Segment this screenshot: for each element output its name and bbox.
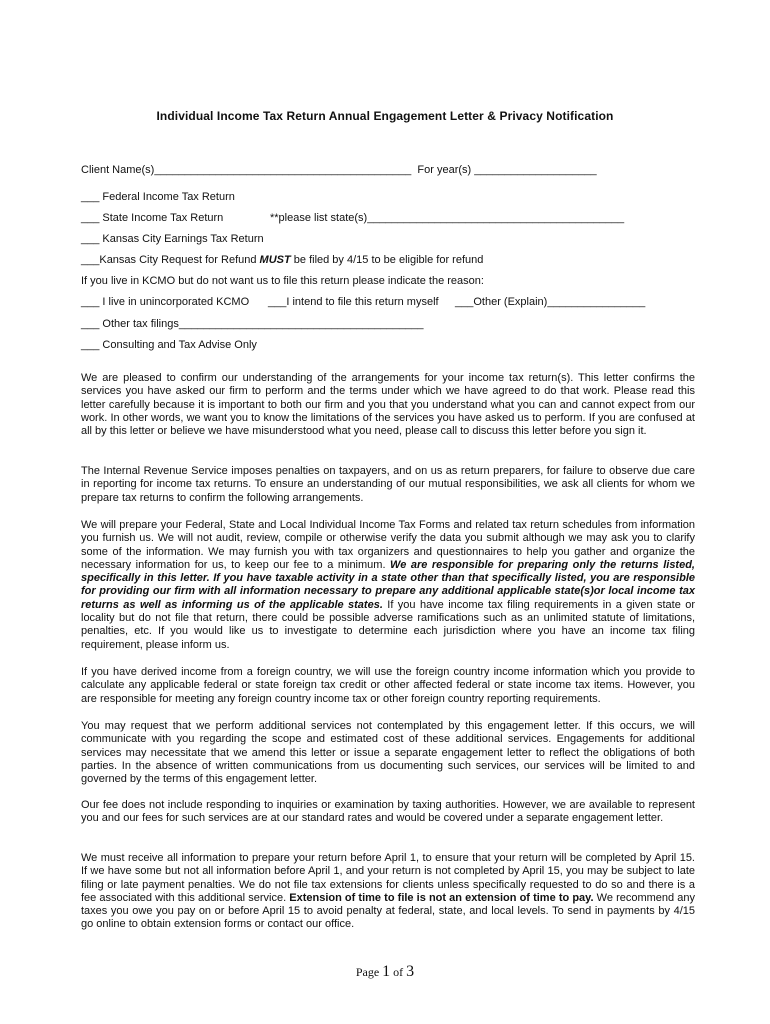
kc-refund-text-b: be filed by 4/15 to be eligible for refund <box>290 254 484 266</box>
paragraph-preparation <box>81 519 695 652</box>
page-word: Page <box>355 965 383 979</box>
preparation-bold-text: We are responsible for preparing only the returns listed, specifically in this letter. If you have taxable activity in a state other than that specifically listed, you are responsible for providing our firm with all information necessary to prepare any additional applicable state(s)or local income tax returns as well as informing us of the applicable states. <box>81 558 695 611</box>
reason-other: ___Other (Explain)________________ <box>455 296 646 308</box>
state-return-option: ___ State Income Tax Return <box>81 212 224 224</box>
extension-bold-text: Extension of time to file is not an extension of time to pay. <box>289 891 594 904</box>
kc-earnings-option: ___ Kansas City Earnings Tax Return <box>81 233 264 245</box>
paragraph-deadlines <box>81 852 695 932</box>
of-word: of <box>390 965 407 979</box>
paragraph-foreign-income: If you have derived income from a foreign country, we will use the foreign country income information which you provide to calculate any applicable federal or state foreign tax credit or other affected federal or state income tax items. However, you are responsible for meeting any foreign country income tax or other foreign country reporting requirements. <box>81 666 695 705</box>
reason-file-myself: ___I intend to file this return myself <box>268 296 439 308</box>
paragraph-irs-penalties: The Internal Revenue Service imposes penalties on taxpayers, and on us as return preparers, for failure to observe due care in reporting for income tax returns. To ensure an understanding of our mutual responsibilities, we ask all clients for whom we prepare tax returns to confirm the following arrangements. <box>81 465 695 504</box>
deadlines-text-a: We must receive all information to prepare your return before April 1, to ensure that your return will be completed by April 15. If we have some but not all information before April 1, and your return is not completed by April 15, you may be subject to late filing or late payment penalties. We do not file tax extensions for clients unless specifically requested to do so and there is a fee associated with this additional service. <box>81 852 695 904</box>
paragraph-fees: Our fee does not include responding to inquiries or examination by taxing authorities. However, we are available to represent you and our fees for such services are at our standard rates and would be covered under a separate engagement letter. <box>81 799 695 825</box>
kcmo-reason-prompt: If you live in KCMO but do not want us to file this return please indicate the reason: <box>81 275 484 287</box>
preparation-text-b: If you have income tax filing requirements in a given state or locality but do not file that return, there could be possible adverse ramifications such as an unlimited statute of limitations, penalties, etc. If you would like us to investigate to determine each jurisdiction where you have an income tax filing requirement, please inform us. <box>81 598 696 651</box>
consulting-option: ___ Consulting and Tax Advise Only <box>81 339 257 351</box>
state-list-line: **please list state(s)__________________________________________ <box>270 212 625 224</box>
client-name-line: Client Name(s)__________________________________________ For year(s) ____________________ <box>81 164 597 176</box>
deadlines-text-b: We recommend any taxes you owe you pay on or before April 15 to avoid penalty at federal, state, and local levels. To send in payments by 4/15 go online to obtain extension forms or contact our office. <box>81 891 695 931</box>
page-number: 1 <box>382 963 391 980</box>
reason-unincorporated: ___ I live in unincorporated KCMO <box>81 296 250 308</box>
paragraph-additional-services: You may request that we perform additional services not contemplated by this engagement letter. If this occurs, we will communicate with you regarding the scope and estimated cost of these additional services. Engagements for additional services may necessitate that we amend this letter or issue a separate engagement letter to reflect the obligations of both parties. In the absence of written communications from us documenting such services, our services will be limited to and governed by the terms of this engagement letter. <box>81 720 695 786</box>
document-title: Individual Income Tax Return Annual Engagement Letter & Privacy Notification <box>156 109 614 123</box>
other-filings-option: ___ Other tax filings________________________________________ <box>81 318 424 330</box>
paragraph-confirmation: We are pleased to confirm our understanding of the arrangements for your income tax return(s). This letter confirms the services you have asked our firm to perform and the terms under which we have agreed to do that work. Please read this letter carefully because it is important to both our firm and you that you understand what you can and cannot expect from our work. In other words, we want you to know the limitations of the services you have asked us to perform. If you are confused at all by this letter or believe we have misunderstood what you need, please call to discuss this letter before you sign it. <box>81 372 695 438</box>
kc-refund-text-a: ___Kansas City Request for Refund <box>81 254 260 266</box>
preparation-text-a: We will prepare your Federal, State and Local Individual Income Tax Forms and related tax return schedules from information you furnish us. We will not audit, review, compile or otherwise verify the data you submit although we may ask you to clarify some of the information. We may furnish you with tax organizers and questionnaires to help you gather and organize the necessary information for us, to keep our fee to a minimum. <box>81 519 695 571</box>
federal-return-option: ___ Federal Income Tax Return <box>81 191 235 203</box>
kc-refund-option <box>81 253 483 267</box>
page-number-footer <box>0 963 770 981</box>
page-total: 3 <box>406 963 415 980</box>
kc-refund-must: MUST <box>259 254 291 266</box>
